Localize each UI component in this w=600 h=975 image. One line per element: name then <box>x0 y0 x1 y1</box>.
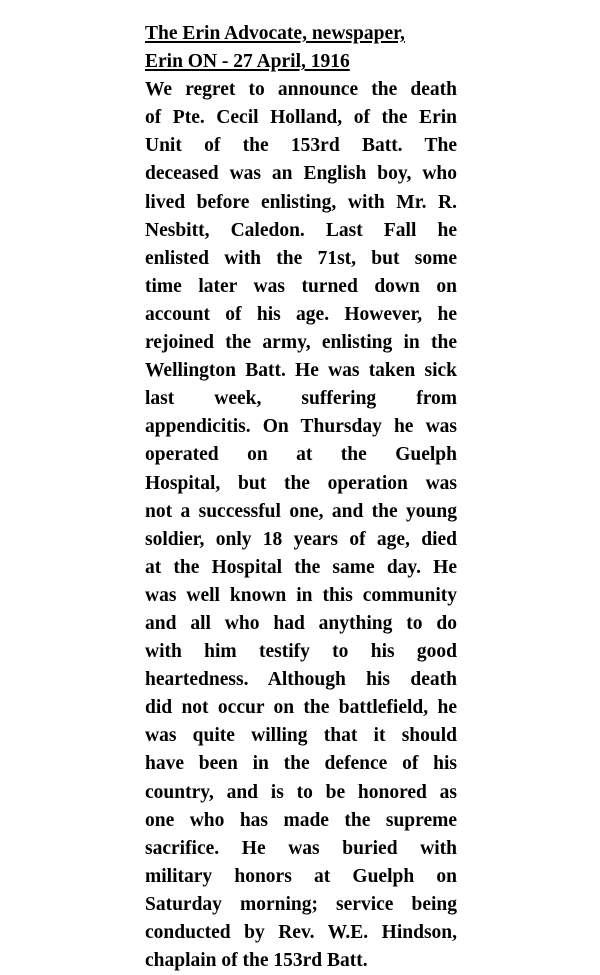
article-line: have been in the defence of his <box>145 753 457 775</box>
article-line: not a successful one, and the young <box>145 500 457 522</box>
article-line: heartedness. Although his death <box>145 669 457 691</box>
article-line: chaplain of the 153rd Batt. <box>145 950 368 972</box>
article-line: and all who had anything to do <box>145 612 457 634</box>
article-line: with him testify to his good <box>145 641 457 663</box>
article-line: country, and is to be honored as <box>145 781 457 803</box>
article-line: military honors at Guelph on <box>145 865 457 887</box>
article-line: Hospital, but the operation was <box>145 472 457 494</box>
article-line: appendicitis. On Thursday he was <box>145 416 457 438</box>
article-line: We regret to announce the death <box>145 79 457 101</box>
newspaper-clipping <box>145 20 457 975</box>
article-line: time later was turned down on <box>145 275 457 297</box>
article-line: of Pte. Cecil Holland, of the Erin <box>145 107 457 129</box>
article-line: Saturday morning; service being <box>145 893 457 915</box>
article-line: last week, suffering from <box>145 388 457 410</box>
article-line: one who has made the supreme <box>145 809 457 831</box>
article-line: at the Hospital the same day. He <box>145 556 457 578</box>
article-line: was quite willing that it should <box>145 725 457 747</box>
article-line: did not occur on the battlefield, he <box>145 697 457 719</box>
article-line: soldier, only 18 years of age, died <box>145 528 457 550</box>
article-line: Wellington Batt. He was taken sick <box>145 360 457 382</box>
article-line: Unit of the 153rd Batt. The <box>145 135 457 157</box>
source-date: Erin ON - 27 April, 1916 <box>145 51 350 73</box>
source-title: The Erin Advocate, newspaper, <box>145 23 405 44</box>
article-line: rejoined the army, enlisting in the <box>145 332 457 354</box>
article-line: deceased was an English boy, who <box>145 163 457 185</box>
article-line: operated on at the Guelph <box>145 444 457 466</box>
article-line: lived before enlisting, with Mr. R. <box>145 191 457 213</box>
article-line: conducted by Rev. W.E. Hindson, <box>145 922 457 943</box>
article-body <box>145 76 457 975</box>
article-line: enlisted with the 71st, but some <box>145 247 457 269</box>
article-line: Nesbitt, Caledon. Last Fall he <box>145 219 457 241</box>
article-line: sacrifice. He was buried with <box>145 837 457 859</box>
article-line: account of his age. However, he <box>145 303 457 325</box>
article-line: was well known in this community <box>145 584 457 606</box>
